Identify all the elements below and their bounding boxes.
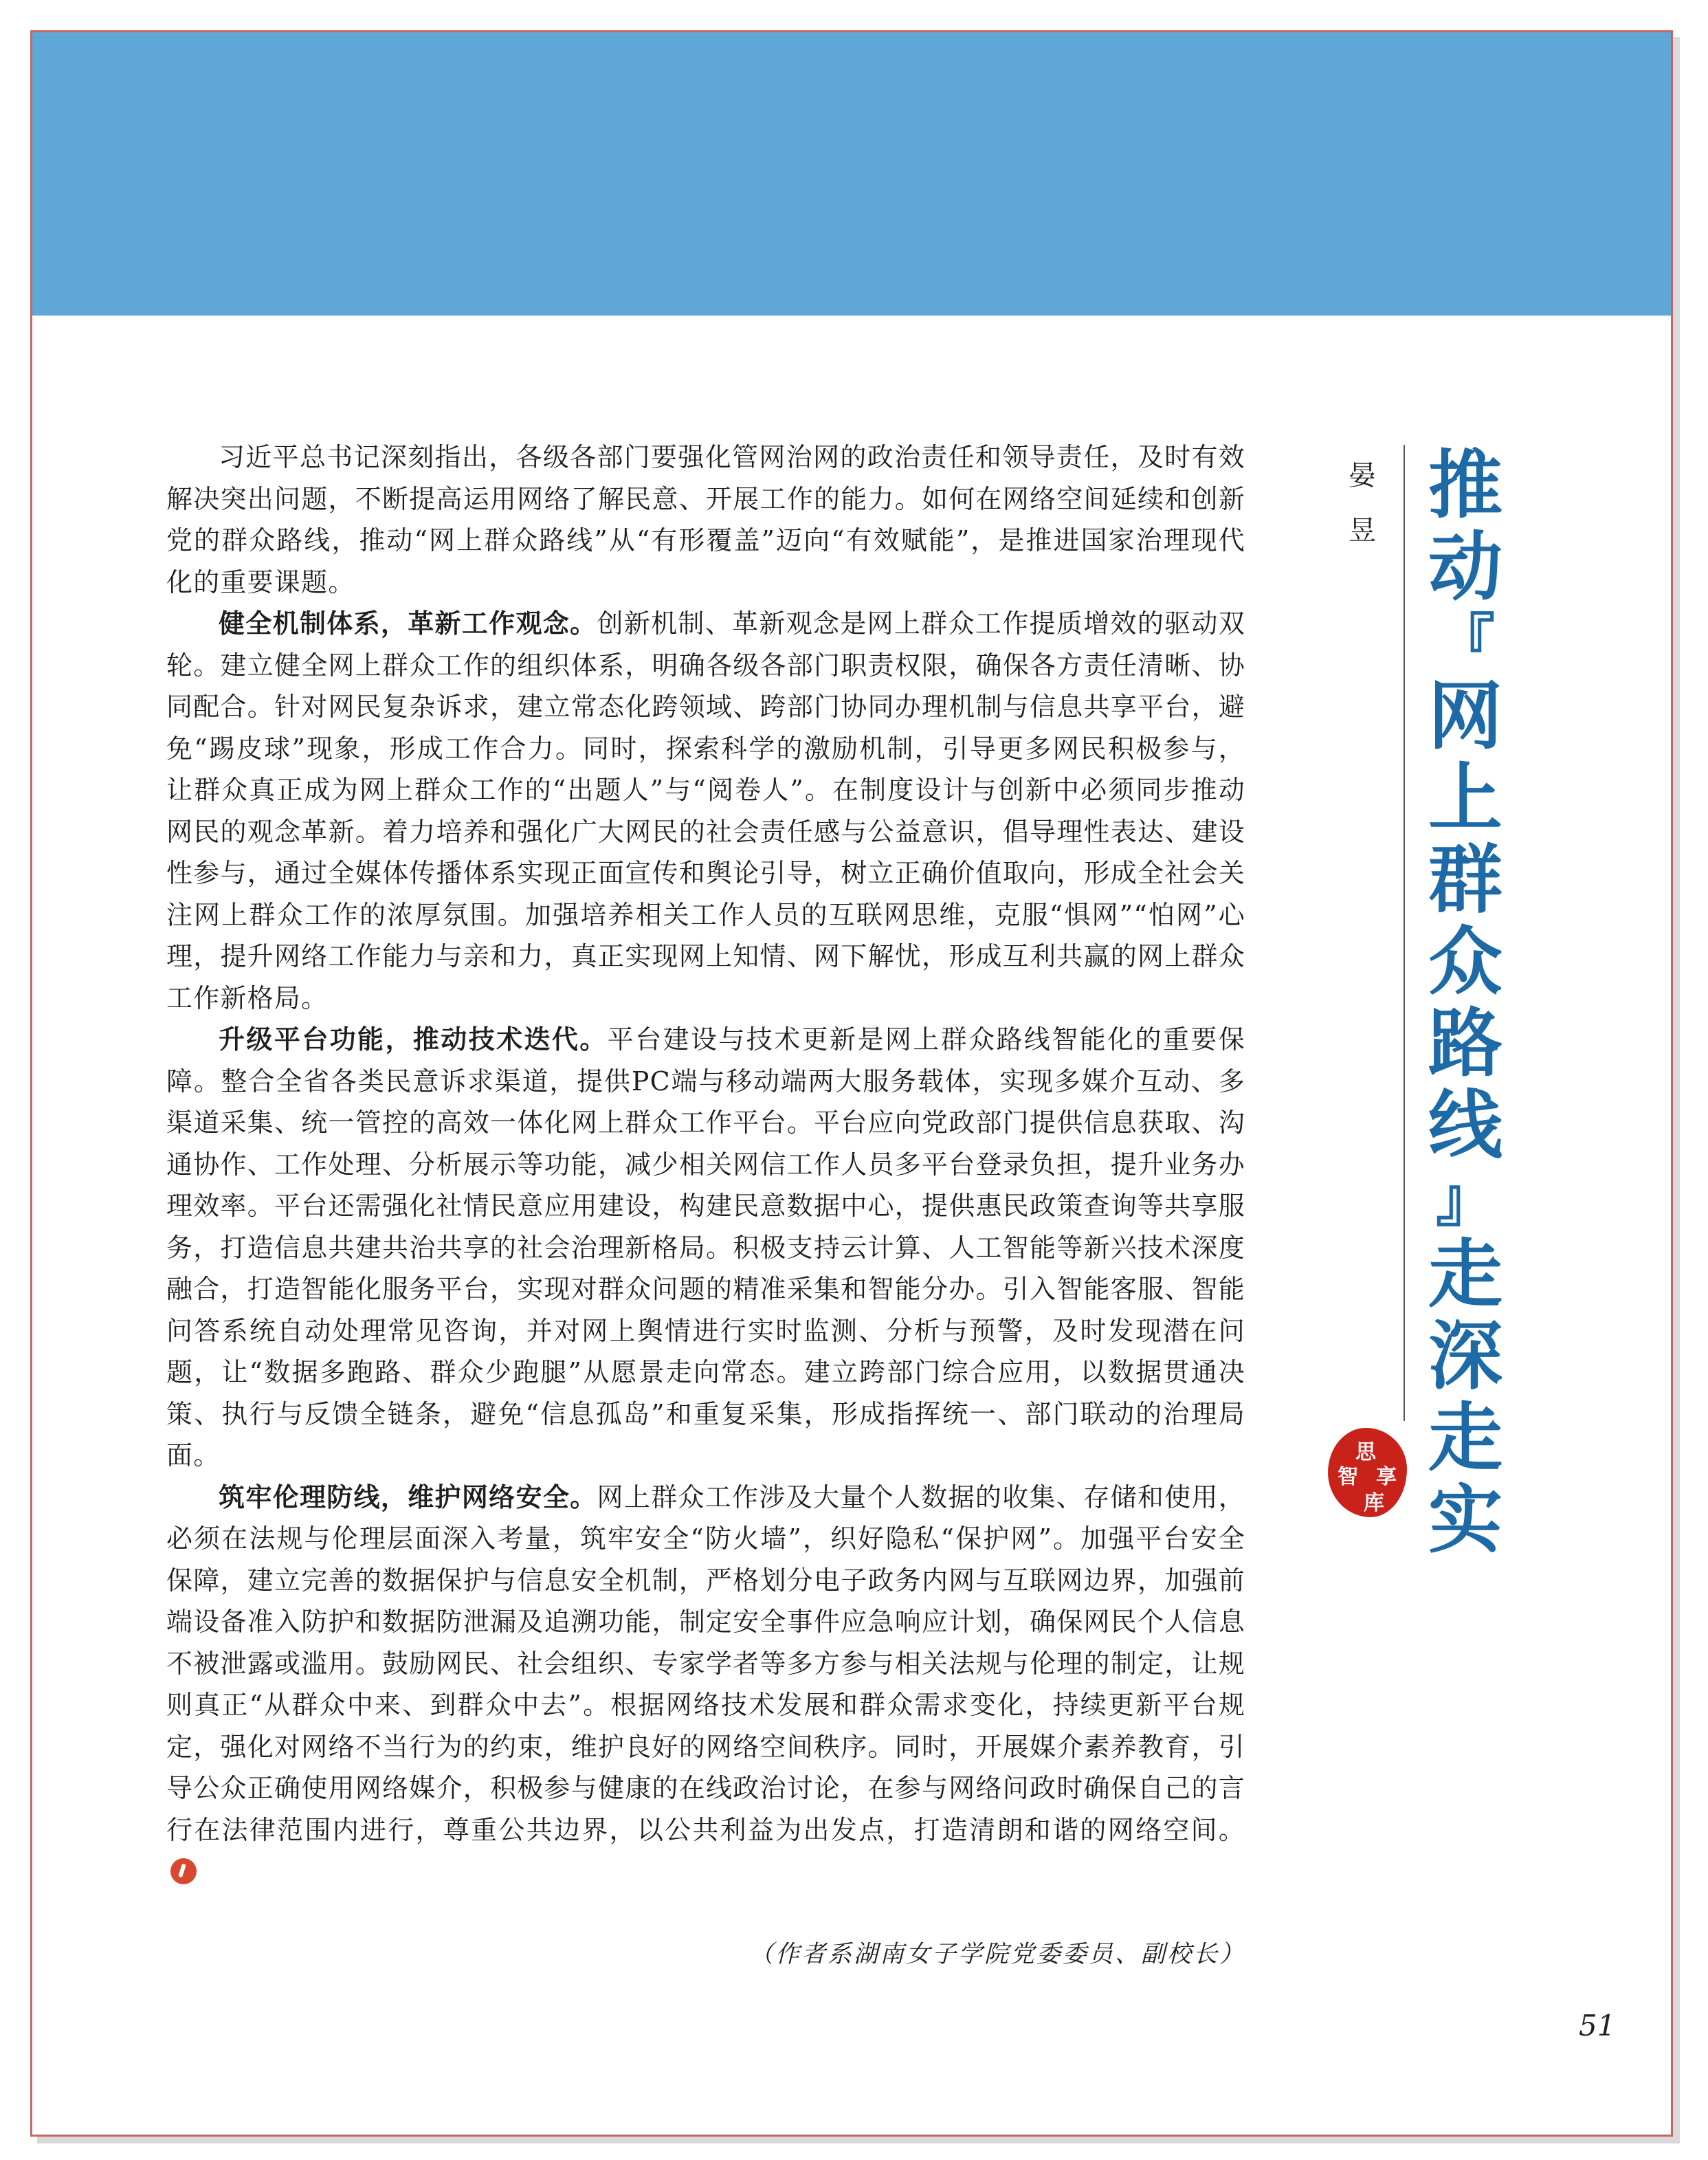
paragraph-mechanism: 健全机制体系，革新工作观念。创新机制、革新观念是网上群众工作提质增效的驱动双轮。建立健全网上群众工作的组织体系，明确各级各部门职责权限，确保各方责任清晰、协同配合。针对网民复杂诉求，建立常态化跨领域、跨部门协同办理机制与信息共享平台，避免“踢皮球”现象，形成工作合力。同时，探索科学的激励机制，引导更多网民积极参与，让群众真正成为网上群众工作的“出题人”与“阅卷人”。在制度设计与创新中必须同步推动网民的观念革新。着力培养和强化广大网民的社会责任感与公益意识，倡导理性表达、建设性参与，通过全媒体传播体系实现正面宣传和舆论引导，树立正确价值取向，形成全社会关注网上群众工作的浓厚氛围。加强培养相关工作人员的互联网思维，克服“惧网”“怕网”心理，提升网络工作能力与亲和力，真正实现网上知情、网下解忧，形成互利共赢的网上群众工作新格局。 (166, 608, 1245, 1013)
section-lead: 升级平台功能，推动技术迭代。 (219, 1024, 608, 1055)
paragraph-security: 筑牢伦理防线，维护网络安全。网上群众工作涉及大量个人数据的收集、存储和使用，必须在法规与伦理层面深入考量，筑牢安全“防火墙”，织好隐私“保护网”。加强平台安全保障，建立完善的数据保护与信息安全机制，严格划分电子政务内网与互联网边界，加强前端设备准入防护和数据防泄漏及追溯功能，制定安全事件应急响应计划，确保网民个人信息不被泄露或滥用。鼓励网民、社会组织、专家学者等多方参与相关法规与伦理的制定，让规则真正“从群众中来、到群众中去”。根据网络技术发展和群众需求变化，持续更新平台规定，强化对网络不当行为的约束，维护良好的网络空间秩序。同时，开展媒介素养教育，引导公众正确使用网络媒介，积极参与健康的在线政治讨论，在参与网络问政时确保自己的言行在法律范围内进行，尊重公共边界，以公共利益为出发点，打造清朗和谐的网络空间。 (166, 1477, 1245, 1893)
author-name: 晏 昱 (1349, 460, 1376, 547)
section-lead: 健全机制体系，革新工作观念。 (219, 608, 597, 639)
paragraph-platform: 升级平台功能，推动技术迭代。平台建设与技术更新是网上群众路线智能化的重要保障。整合全省各类民意诉求渠道，提供PC端与移动端两大服务载体，实现多媒介互动、多渠道采集、统一管控的高效一体化网上群众工作平台。平台应向党政部门提供信息获取、沟通协作、工作处理、分析展示等功能，减少相关网信工作人员多平台登录负担，提升业务办理效率。平台还需强化社情民意应用建设，构建民意数据中心，提供惠民政策查询等共享服务，打造信息共建共治共享的社会治理新格局。积极支持云计算、人工智能等新兴技术深度融合，打造智能化服务平台，实现对群众问题的精准采集和智能分办。引入智能客服、智能问答系统自动处理常见咨询，并对网上舆情进行实时监测、分析与预警，及时发现潜在问题，让“数据多跑路、群众少跑腿”从愿景走向常态。建立跨部门综合应用，以数据贯通决策、执行与反馈全链条，避免“信息孤岛”和重复采集，形成指挥统一、部门联动的治理局面。 (166, 1024, 1245, 1470)
author-note: （作者系湖南女子学院党委委员、副校长） (748, 1941, 1245, 1968)
seal-stamp: 思 享 智 库 (1328, 1428, 1407, 1517)
paragraph-intro: 习近平总书记深刻指出，各级各部门要强化管网治网的政治责任和领导责任，及时有效解决突出问题，不断提高运用网络了解民意、开展工作的能力。如何在网络空间延续和创新党的群众路线，推动“网上群众路线”从“有形覆盖”迈向“有效赋能”，是推进国家治理现代化的重要课题。 (166, 442, 1245, 597)
page-number: 51 (1579, 2009, 1616, 2042)
page (30, 30, 1673, 2137)
article-body (166, 437, 1245, 1893)
end-mark-icon (170, 1858, 197, 1884)
header-color-band (32, 32, 1671, 316)
article-title: 推 动 『 网 上 群 众 路 线 』 走 深 走 实 (1428, 443, 1502, 1563)
title-divider (1404, 445, 1405, 1421)
section-lead: 筑牢伦理防线，维护网络安全。 (219, 1481, 597, 1512)
